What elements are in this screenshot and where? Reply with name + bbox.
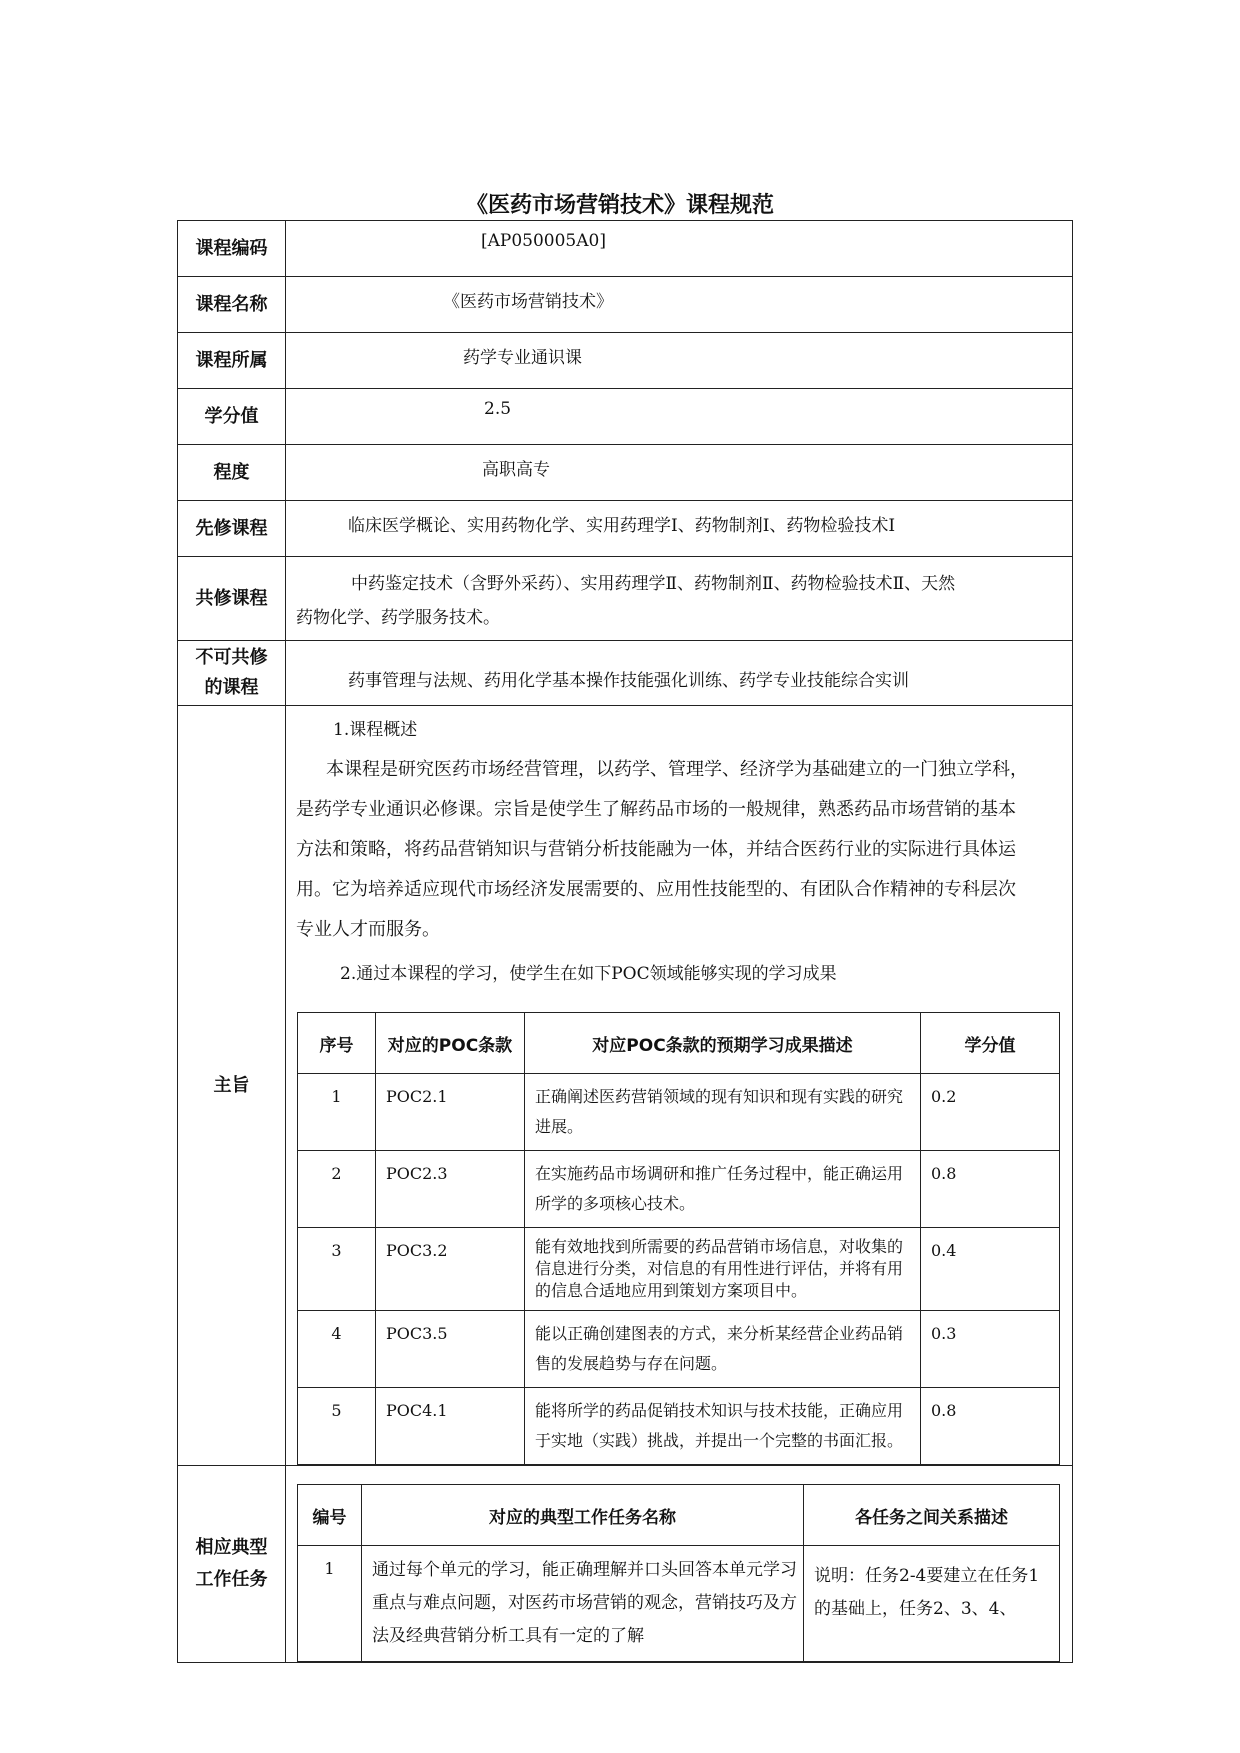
exclusive-label-line-1: 不可共修 (195, 647, 268, 668)
table-row (298, 1151, 1060, 1228)
tasks-table (297, 1484, 1060, 1662)
exclusive-label-line-2: 的课程 (204, 677, 259, 698)
table-row (298, 1311, 1060, 1388)
row-credit (178, 389, 1073, 445)
poc-cell-credit: 0.3 (921, 1311, 1060, 1388)
poc-table-header (298, 1013, 1060, 1074)
poc-cell-no: 2 (298, 1151, 376, 1228)
tasks-header-no: 编号 (298, 1485, 362, 1546)
label-typical-tasks (178, 1466, 286, 1663)
tasks-header-relation: 各任务之间关系描述 (804, 1485, 1060, 1546)
poc-cell-poc: POC3.2 (376, 1228, 525, 1311)
poc-cell-poc: POC3.5 (376, 1311, 525, 1388)
aim-heading-1: 1.课程概述 (333, 720, 418, 740)
value-course-name: 《医药市场营销技术》 (286, 277, 1073, 333)
label-level: 程度 (178, 445, 286, 501)
table-row (298, 1228, 1060, 1311)
value-exclusive: 药事管理与法规、药用化学基本操作技能强化训练、药学专业技能综合实训 (286, 641, 1073, 706)
label-aim: 主旨 (178, 706, 286, 1466)
poc-cell-desc: 能以正确创建图表的方式，来分析某经营企业药品销售的发展趋势与存在问题。 (525, 1311, 921, 1388)
tasks-label-line-2: 工作任务 (195, 1569, 268, 1590)
aim-para-line-1: 本课程是研究医药市场经营管理，以药学、管理学、经济学为基础建立的一门独立学科， (326, 759, 1028, 780)
coreq-line-1: 中药鉴定技术（含野外采药）、实用药理学Ⅱ、药物制剂Ⅱ、药物检验技术Ⅱ、天然 (351, 574, 956, 594)
poc-header-credit: 学分值 (921, 1013, 1060, 1074)
tasks-header-name: 对应的典型工作任务名称 (362, 1485, 804, 1546)
tasks-cell-relation: 说明：任务2-4要建立在任务1的基础上，任务2、3、4、 (804, 1546, 1060, 1662)
poc-cell-no: 5 (298, 1388, 376, 1465)
poc-cell-poc: POC2.3 (376, 1151, 525, 1228)
value-credit: 2.5 (286, 389, 1073, 445)
poc-cell-credit: 0.8 (921, 1388, 1060, 1465)
label-corequisite: 共修课程 (178, 557, 286, 641)
poc-cell-desc: 能有效地找到所需要的药品营销市场信息，对收集的信息进行分类，对信息的有用性进行评估，并将有用的信息合适地应用到策划方案项目中。 (525, 1228, 921, 1311)
label-course-name: 课程名称 (178, 277, 286, 333)
aim-heading-2: 2.通过本课程的学习，使学生在如下POC领域能够实现的学习成果 (340, 964, 837, 984)
aim-content (286, 706, 1073, 1466)
poc-cell-no: 4 (298, 1311, 376, 1388)
poc-cell-no: 1 (298, 1074, 376, 1151)
tasks-cell-name: 通过每个单元的学习，能正确理解并口头回答本单元学习重点与难点问题，对医药市场营销的观念，营销技巧及方法及经典营销分析工具有一定的了解 (362, 1546, 804, 1662)
label-course-code: 课程编码 (178, 221, 286, 277)
aim-para-line-2: 是药学专业通识必修课。宗旨是使学生了解药品市场的一般规律，熟悉药品市场营销的基本 (296, 799, 1016, 820)
row-prerequisite (178, 501, 1073, 557)
poc-header-no: 序号 (298, 1013, 376, 1074)
page-title: 《医药市场营销技术》课程规范 (465, 193, 774, 218)
label-course-belong: 课程所属 (178, 333, 286, 389)
aim-para-line-3: 方法和策略，将药品营销知识与营销分析技能融为一体，并结合医药行业的实际进行具体运 (296, 839, 1016, 860)
poc-cell-credit: 0.8 (921, 1151, 1060, 1228)
poc-cell-credit: 0.2 (921, 1074, 1060, 1151)
label-prerequisite: 先修课程 (178, 501, 286, 557)
aim-para-line-5: 专业人才而服务。 (296, 919, 440, 940)
row-corequisite (178, 557, 1073, 641)
poc-header-poc: 对应的POC条款 (376, 1013, 525, 1074)
aim-paragraph (286, 750, 1072, 950)
row-course-belong (178, 333, 1073, 389)
poc-cell-desc: 在实施药品市场调研和推广任务过程中，能正确运用所学的多项核心技术。 (525, 1151, 921, 1228)
poc-cell-desc: 能将所学的药品促销技术知识与技术技能，正确应用于实地（实践）挑战，并提出一个完整的书面汇报。 (525, 1388, 921, 1465)
tasks-cell-no: 1 (298, 1546, 362, 1662)
row-course-code (178, 221, 1073, 277)
row-aim (178, 706, 1073, 1466)
table-row (298, 1388, 1060, 1465)
poc-header-desc: 对应POC条款的预期学习成果描述 (525, 1013, 921, 1074)
poc-cell-no: 3 (298, 1228, 376, 1311)
aim-para-line-4: 用。它为培养适应现代市场经济发展需要的、应用性技能型的、有团队合作精神的专科层次 (296, 879, 1016, 900)
tasks-label-line-1: 相应典型 (195, 1537, 268, 1558)
row-level (178, 445, 1073, 501)
row-course-name (178, 277, 1073, 333)
row-typical-tasks (178, 1466, 1073, 1663)
value-course-belong: 药学专业通识课 (286, 333, 1073, 389)
table-row (298, 1074, 1060, 1151)
row-exclusive (178, 641, 1073, 706)
poc-cell-credit: 0.4 (921, 1228, 1060, 1311)
value-level: 高职高专 (286, 445, 1073, 501)
table-row (298, 1546, 1060, 1662)
poc-table (297, 1012, 1060, 1465)
poc-cell-poc: POC4.1 (376, 1388, 525, 1465)
label-exclusive (178, 641, 286, 706)
label-credit: 学分值 (178, 389, 286, 445)
tasks-table-header (298, 1485, 1060, 1546)
value-corequisite (286, 557, 1073, 641)
poc-cell-poc: POC2.1 (376, 1074, 525, 1151)
value-prerequisite: 临床医学概论、实用药物化学、实用药理学Ⅰ、药物制剂Ⅰ、药物检验技术Ⅰ (286, 501, 1073, 557)
tasks-content (286, 1466, 1073, 1663)
value-course-code: [AP050005A0] (286, 221, 1073, 277)
course-spec-table (177, 220, 1073, 1663)
poc-cell-desc: 正确阐述医药营销领域的现有知识和现有实践的研究进展。 (525, 1074, 921, 1151)
coreq-line-2: 药物化学、药学服务技术。 (296, 608, 500, 628)
